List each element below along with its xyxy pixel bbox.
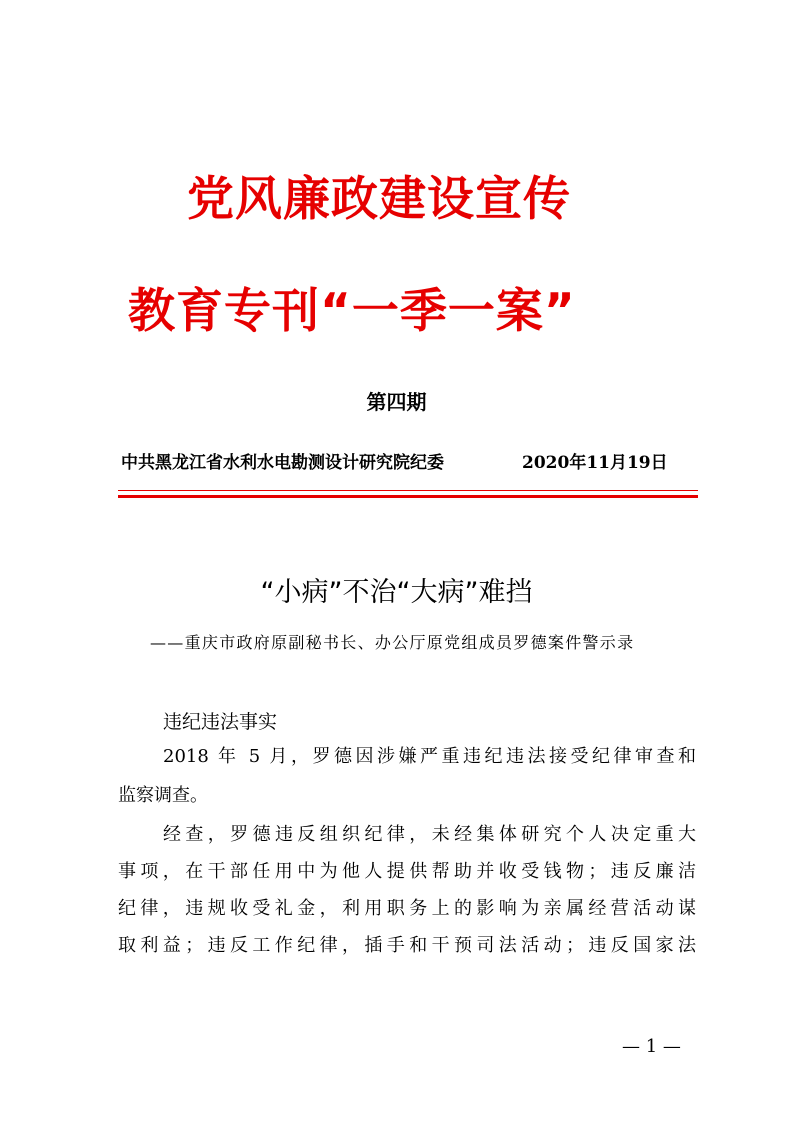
page-number: — 1 —	[622, 1036, 681, 1057]
issue-date: 2020年11月19日	[522, 453, 668, 473]
red-divider-thick	[118, 495, 698, 498]
red-divider-thin	[118, 490, 698, 491]
body-line-5: 纪律，违规收受礼金，利用职务上的影响为亲属经营活动谋	[118, 898, 696, 919]
body-line-4: 事项，在干部任用中为他人提供帮助并收受钱物；违反廉洁	[118, 861, 696, 882]
section-heading: 违纪违法事实	[163, 711, 278, 733]
issue-number: 第四期	[366, 390, 427, 414]
article-title: “小病”不治“大病”难挡	[260, 577, 533, 608]
body-line-1: 2018 年 5 月，罗德因涉嫌严重违纪违法接受纪律审查和	[163, 746, 696, 767]
body-line-6: 取利益；违反工作纪律，插手和干预司法活动；违反国家法	[118, 935, 696, 956]
body-line-2: 监察调查。	[118, 785, 208, 806]
body-line-3: 经查，罗德违反组织纪律，未经集体研究个人决定重大	[163, 824, 696, 845]
article-subtitle: ——重庆市政府原副秘书长、办公厅原党组成员罗德案件警示录	[150, 633, 635, 652]
masthead-title-line-1: 党风廉政建设宣传	[187, 172, 571, 227]
masthead-title-line-2: 教育专刊“一季一案”	[128, 284, 576, 339]
issuer-name: 中共黑龙江省水利水电勘测设计研究院纪委	[121, 453, 444, 473]
